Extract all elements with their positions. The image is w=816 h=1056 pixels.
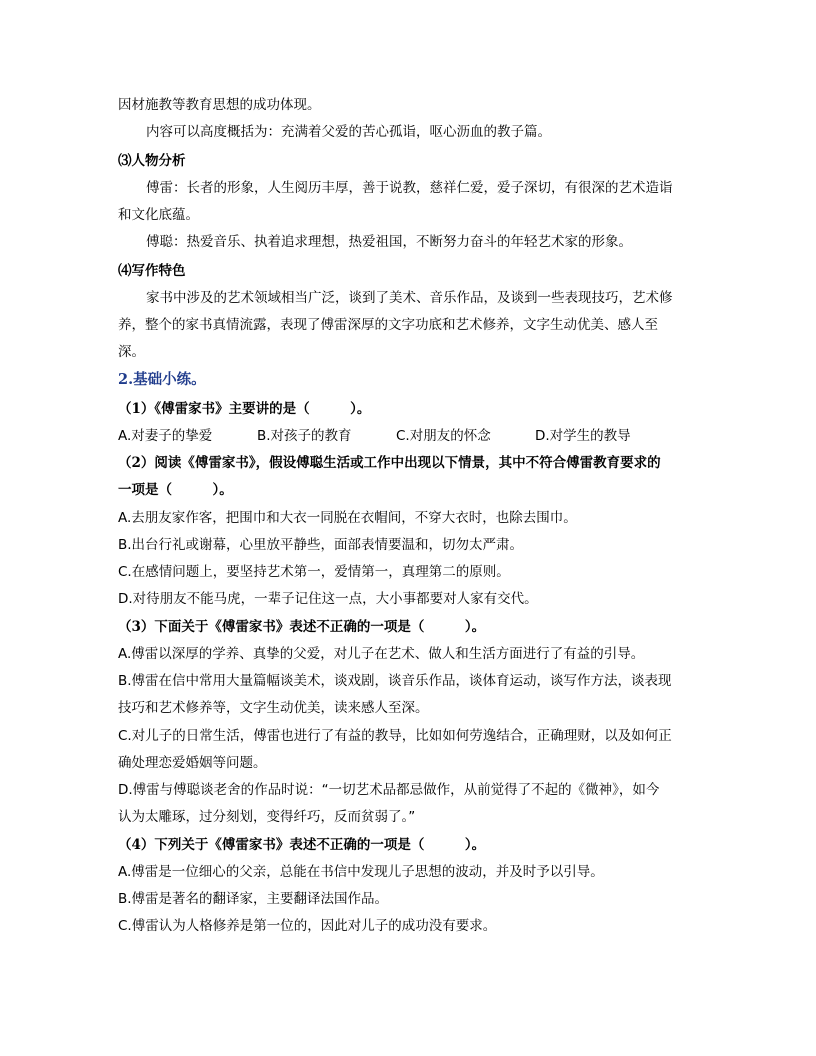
q3-option-a: A.傅雷以深厚的学养、真挚的父爱，对儿子在艺术、做人和生活方面进行了有益的引导。 xyxy=(118,646,645,662)
fulei-analysis-line2: 和文化底蕴。 xyxy=(118,207,199,223)
writing-line2: 养，整个的家书真情流露，表现了傅雷深厚的文字功底和艺术修养，文字生动优美、感人至 xyxy=(118,317,658,333)
fulei-analysis-line1: 傅雷：长者的形象，人生阅历丰厚，善于说教，慈祥仁爱，爱子深切，有很深的艺术造诣 xyxy=(146,180,673,196)
q1-option-d: D.对学生的教导 xyxy=(535,428,631,444)
q4-option-a: A.傅雷是一位细心的父亲，总能在书信中发现儿子思想的波动，并及时予以引导。 xyxy=(118,864,604,880)
q1-option-a: A.对妻子的挚爱 xyxy=(118,428,213,444)
q1-options xyxy=(118,427,718,445)
q3-option-c-line1: C.对儿子的日常生活，傅雷也进行了有益的教导，比如如何劳逸结合，正确理财，以及如何正 xyxy=(118,728,672,744)
q4-option-c: C.傅雷认为人格修养是第一位的，因此对儿子的成功没有要求。 xyxy=(118,918,497,934)
q2-option-b: B.出台行礼或谢幕，心里放平静些，面部表情要温和，切勿太严肃。 xyxy=(118,537,524,553)
q2-option-c: C.在感情问题上，要坚持艺术第一，爱情第一，真理第二的原则。 xyxy=(118,564,510,580)
q4-option-b: B.傅雷是著名的翻译家，主要翻译法国作品。 xyxy=(118,891,389,907)
characters-heading: ⑶人物分析 xyxy=(118,153,186,169)
q3-option-c-line2: 确处理恋爱婚姻等问题。 xyxy=(118,755,267,771)
q2-option-a: A.去朋友家作客，把围巾和大衣一同脱在衣帽间，不穿大衣时，也除去围巾。 xyxy=(118,510,577,526)
q1-stem: （1）《傅雷家书》主要讲的是（ ）。 xyxy=(118,401,371,417)
practice-heading: 2.基础小练。 xyxy=(118,371,206,388)
q2-stem-line1: （2）阅读《傅雷家书》，假设傅聪生活或工作中出现以下情景，其中不符合傅雷教育要求的 xyxy=(118,455,661,471)
writing-line3: 深。 xyxy=(118,344,145,360)
q3-stem: （3）下面关于《傅雷家书》表述不正确的一项是（ ）。 xyxy=(118,619,486,635)
q3-option-b-line1: B.傅雷在信中常用大量篇幅谈美术，谈戏剧，谈音乐作品，谈体育运动，谈写作方法，谈表现 xyxy=(118,673,672,689)
q2-option-d: D.对待朋友不能马虎，一辈子记住这一点，大小事都要对人家有交代。 xyxy=(118,591,538,607)
summary-text: 内容可以高度概括为：充满着父爱的苦心孤诣，呕心沥血的教子篇。 xyxy=(146,124,551,140)
q3-option-b-line2: 技巧和艺术修养等，文字生动优美，读来感人至深。 xyxy=(118,700,429,716)
q1-option-c: C.对朋友的怀念 xyxy=(396,428,491,444)
q2-stem-line2: 一项是（ ）。 xyxy=(118,482,233,498)
writing-heading: ⑷写作特色 xyxy=(118,263,186,279)
writing-line1: 家书中涉及的艺术领域相当广泛，谈到了美术、音乐作品，及谈到一些表现技巧，艺术修 xyxy=(146,290,673,306)
q4-stem: （4）下列关于《傅雷家书》表述不正确的一项是（ ）。 xyxy=(118,837,486,853)
q3-option-d-line1: D.傅雷与傅聪谈老舍的作品时说：“一切艺术品都忌做作，从前觉得了不起的《微神》，如今 xyxy=(118,782,660,798)
q3-option-d-line2: 认为太雕琢，过分刻划，变得纤巧，反而贫弱了。” xyxy=(118,809,416,825)
fucong-analysis: 傅聪：热爱音乐、执着追求理想，热爱祖国，不断努力奋斗的年轻艺术家的形象。 xyxy=(146,234,632,250)
q1-option-b: B.对孩子的教育 xyxy=(257,428,352,444)
continuation-text: 因材施教等教育思想的成功体现。 xyxy=(118,97,321,113)
